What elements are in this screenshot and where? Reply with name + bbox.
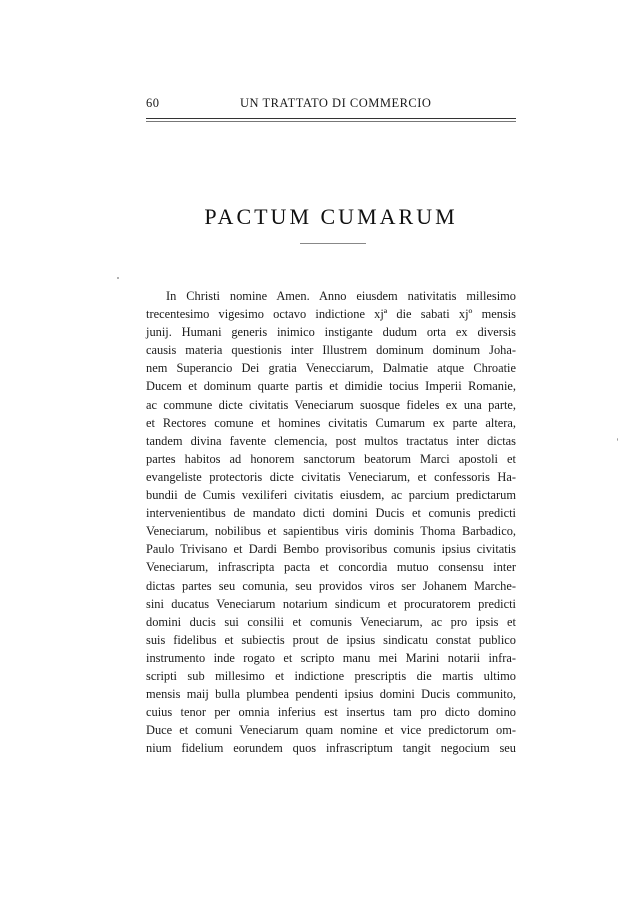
- text-line: bundii de Cumis vexiliferi civitatis eiusdem, ac parcium predictarum: [146, 488, 516, 503]
- text-line: mensis maij bulla plumbea pendenti ipsius domini Ducis communito,: [146, 687, 516, 702]
- text-line: intervenientibus de mandato dicti domini Ducis et comunis predicti: [146, 506, 516, 521]
- text-line: Veneciarum, nobilibus et sapientibus viris dominis Thoma Barbadico,: [146, 524, 516, 539]
- title-underline-rule: [300, 243, 366, 244]
- running-title: UN TRATTATO DI COMMERCIO: [240, 96, 432, 110]
- text-line: tandem divina favente clemencia, post multos tractatus inter dictas: [146, 433, 516, 448]
- text-line: instrumento inde rogato et scripto manu mei Marini notarii infra-: [146, 650, 516, 665]
- text-line: junij. Humani generis inimico instigante dudum orta ex diversis: [146, 325, 516, 340]
- section-title: PACTUM CUMARUM: [204, 204, 458, 229]
- text-line: evangeliste protectoris dicte civitatis Veneciarum, et confessoris Ha-: [146, 469, 516, 484]
- text-line: suis fidelibus et subiectis prout de ipsius sindicatu constat publico: [146, 632, 516, 647]
- text-line: sini ducatus Veneciarum notarium sindicum et procuratorem predicti: [146, 596, 516, 611]
- text-line: In Christi nomine Amen. Anno eiusdem nativitatis millesimo: [166, 289, 516, 303]
- text-line: dictas partes seu comunia, seu providos viros ser Johanem Marche-: [146, 578, 516, 593]
- body-paragraph: [146, 287, 516, 757]
- text-line: ac commune dicte civitatis Veneciarum suosque fideles ex una parte,: [146, 397, 516, 412]
- scan-speck: [117, 277, 119, 279]
- header-rule-thin: [146, 121, 516, 122]
- text-line: Veneciarum, infrascripta pacta et concordia mutuo consensu inter: [146, 560, 516, 575]
- text-line: causis materia questionis inter Illustrem dominum dominum Joha-: [146, 343, 516, 358]
- header-rule-thick: [146, 118, 516, 119]
- text-line: domini ducis sui consilii et comunis Veneciarum, ac pro ipsis et: [146, 614, 516, 629]
- scan-speck: [617, 438, 618, 441]
- text-line: nium fidelium eorundem quos infrascriptum tangit negocium seu: [146, 741, 516, 756]
- text-line: nem Superancio Dei gratia Venecciarum, Dalmatie atque Chroatie: [146, 361, 516, 376]
- text-line: Duce et comuni Veneciarum quam nomine et vice predictorum om-: [146, 723, 516, 738]
- running-header: [146, 96, 516, 112]
- text-line: scripti sub millesimo et indictione prescriptis die martis ultimo: [146, 668, 516, 683]
- text-line: Ducem et dominum quarte partis et dimidie tocius Imperii Romanie,: [146, 379, 516, 394]
- text-line: Paulo Trivisano et Dardi Bembo provisoribus comunis ipsius civitatis: [146, 542, 516, 557]
- text-line: et Rectores comune et homines civitatis Cumarum ex parte altera,: [146, 415, 516, 430]
- text-line: partes habitos ad honorem sanctorum beatorum Marci apostoli et: [146, 451, 516, 466]
- text-line: trecentesimo vigesimo octavo indictione xjª die sabati xjº mensis: [146, 307, 516, 322]
- text-line: cuius tenor per omnia inferius est insertus tam pro dicto domino: [146, 705, 516, 720]
- page-number: 60: [146, 96, 160, 110]
